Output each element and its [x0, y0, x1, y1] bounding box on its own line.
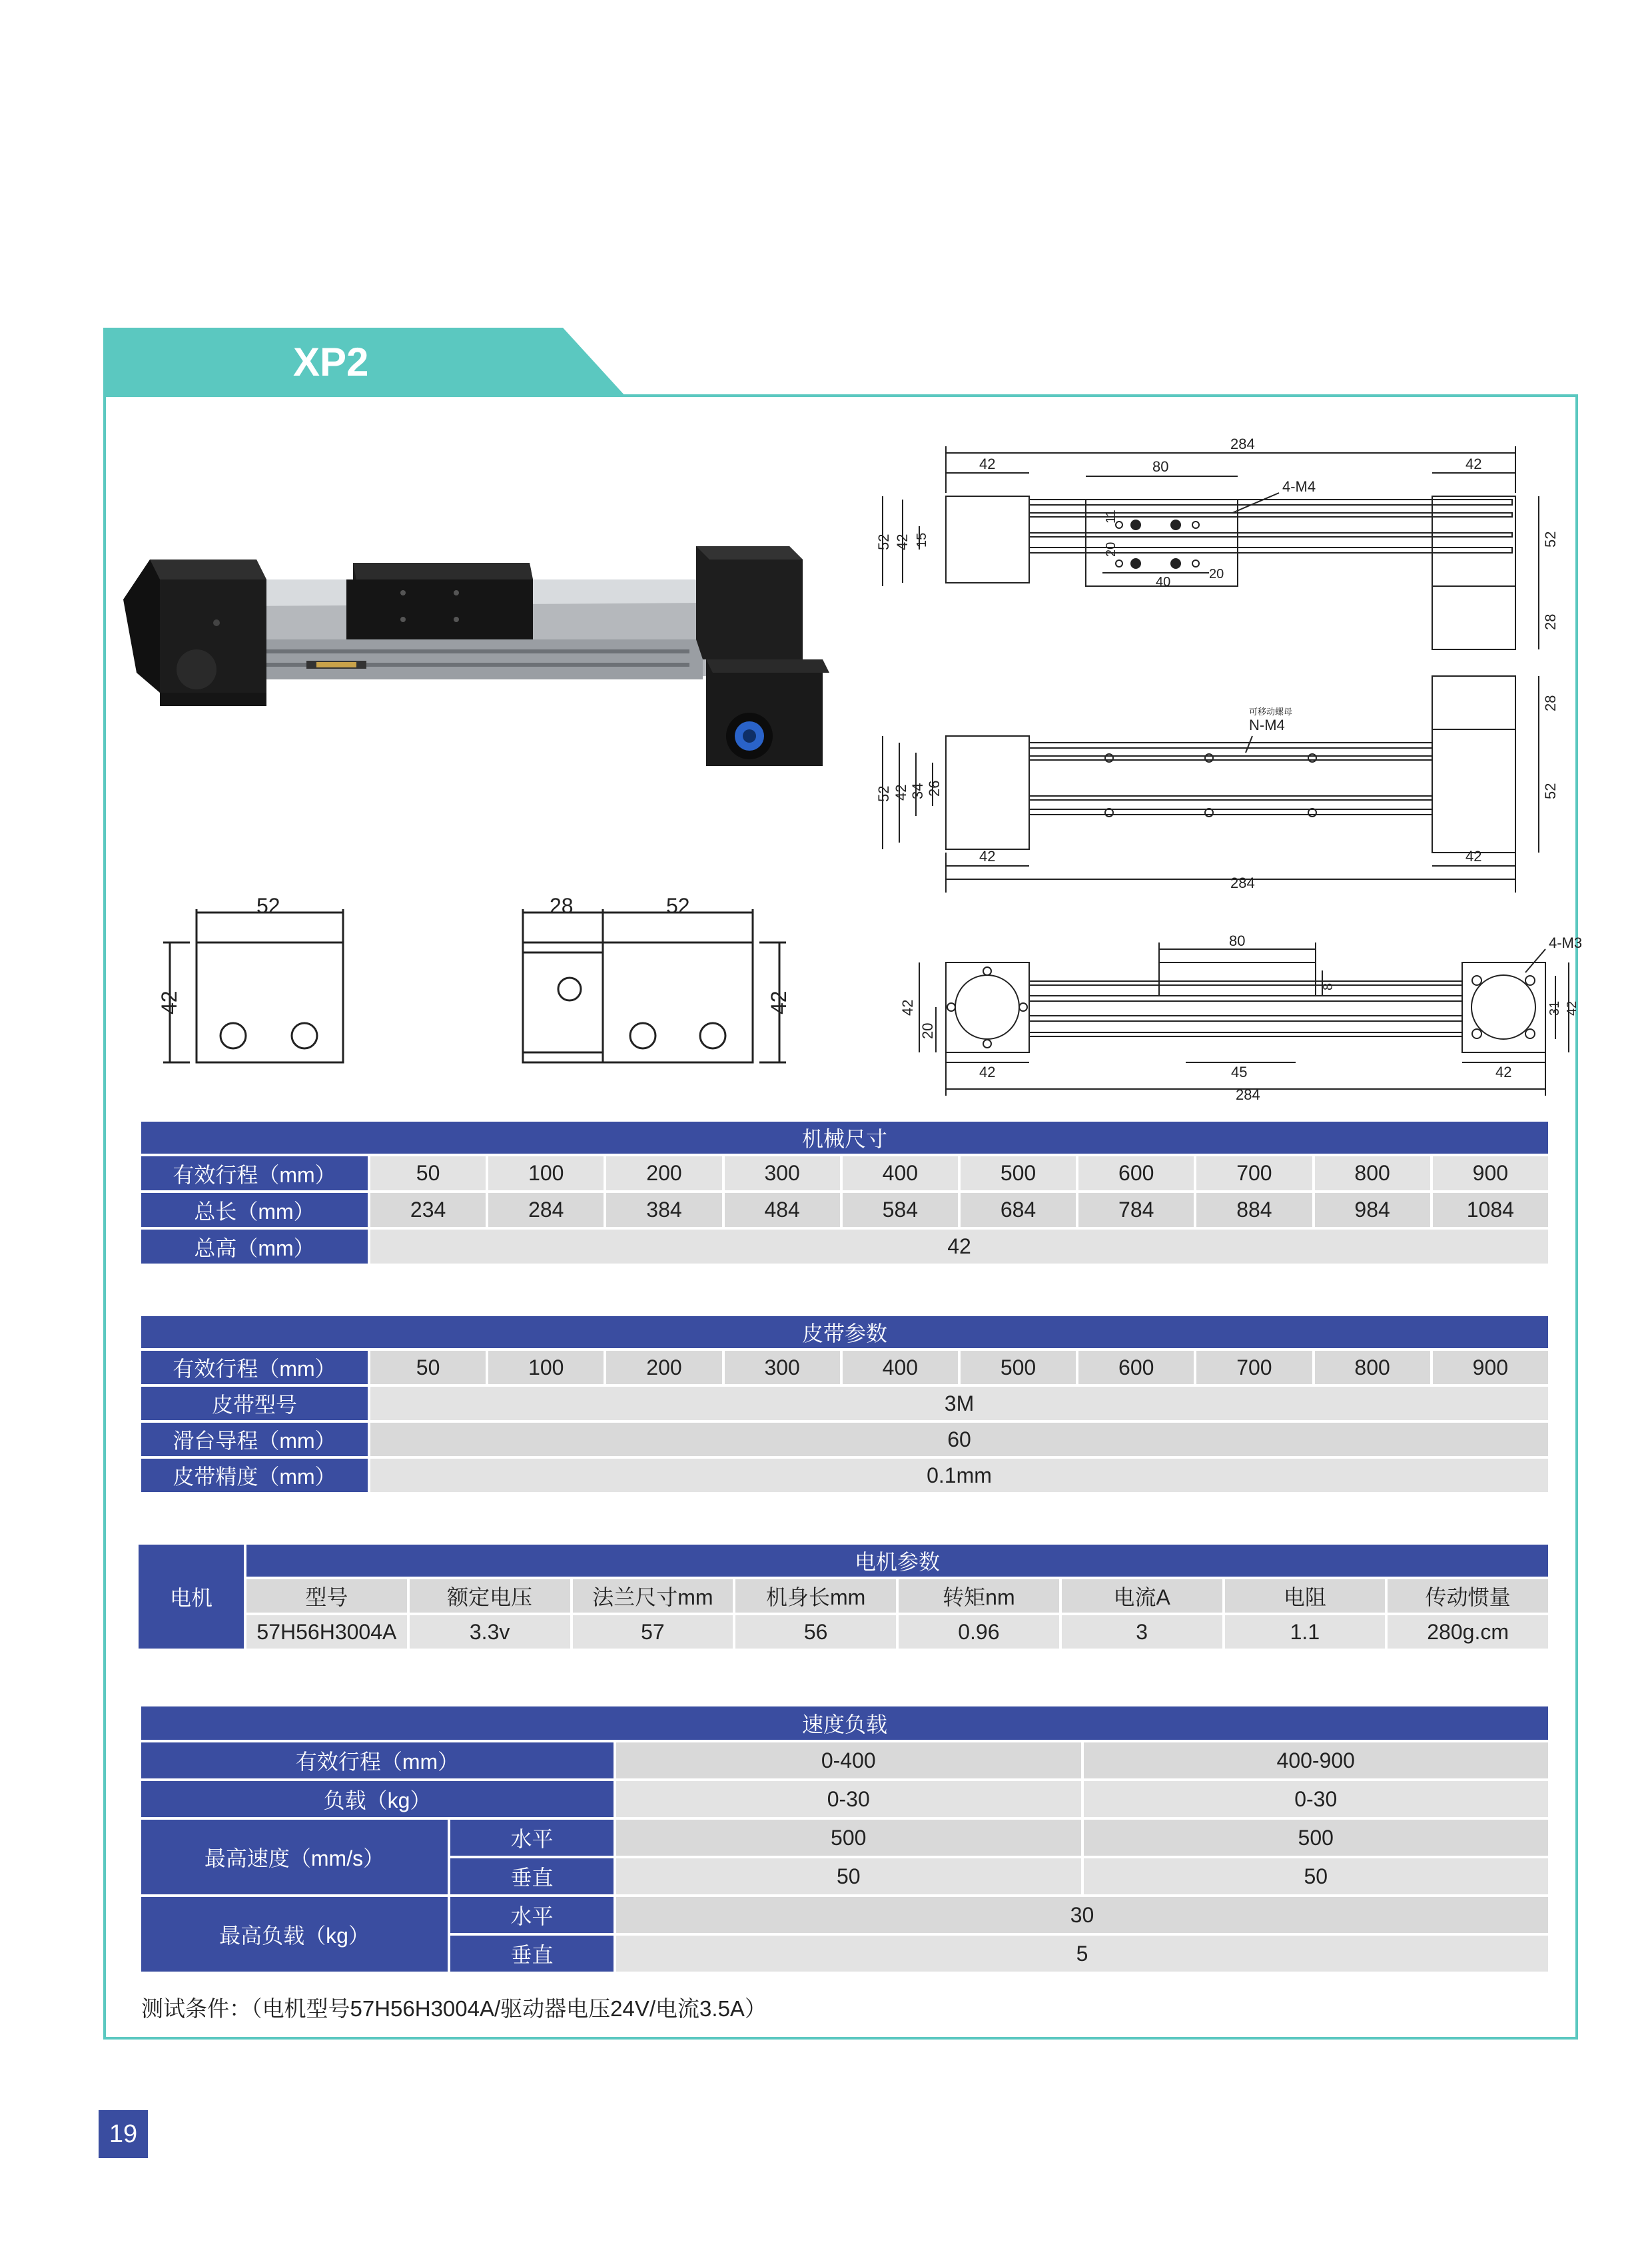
table-cell: 5	[616, 1936, 1548, 1972]
dim-right-block: 42	[1465, 848, 1482, 865]
table-cell: 384	[606, 1193, 721, 1227]
dim-h34: 34	[909, 783, 926, 799]
dim-r42: 42	[1565, 1000, 1579, 1016]
table-cell: 30	[616, 1897, 1548, 1933]
table-cell: 100	[488, 1156, 604, 1190]
dim-overall: 284	[1230, 875, 1255, 891]
dim-slider: 80	[1152, 458, 1169, 475]
table-cell: 284	[488, 1193, 604, 1227]
dim-h42: 42	[894, 534, 911, 550]
sub-label: 垂直	[450, 1858, 614, 1894]
table-row	[141, 1897, 1548, 1933]
sub-label: 水平	[450, 1820, 614, 1856]
table-cell: 0.96	[899, 1615, 1059, 1649]
dim-h26: 26	[926, 780, 943, 797]
table-cell: 500	[961, 1351, 1076, 1384]
speed-header: 速度负载	[141, 1706, 1548, 1740]
belt-header: 皮带参数	[141, 1316, 1548, 1348]
column-header: 机身长mm	[735, 1579, 896, 1613]
table-cell: 3M	[370, 1387, 1548, 1420]
table-cell: 800	[1315, 1351, 1430, 1384]
column-header: 转矩nm	[899, 1579, 1059, 1613]
dim-r52: 52	[1542, 783, 1559, 799]
dim-left-block: 42	[979, 456, 996, 472]
mech-header: 机械尺寸	[141, 1122, 1548, 1154]
row-label: 有效行程（mm）	[141, 1156, 368, 1190]
column-header: 电流A	[1062, 1579, 1222, 1613]
end-view-1-drawing	[150, 896, 356, 1076]
table-cell: 50	[1084, 1858, 1549, 1894]
row-label: 最高负载（kg）	[141, 1897, 448, 1972]
table-cell: 984	[1315, 1193, 1430, 1227]
row-label: 皮带型号	[141, 1387, 368, 1420]
table-cell: 3.3v	[410, 1615, 570, 1649]
hole-label: 4-M4	[1282, 478, 1316, 495]
end-view-2-drawing	[520, 896, 813, 1076]
dim-left-block: 42	[979, 1064, 996, 1080]
row-label: 有效行程（mm）	[141, 1351, 368, 1384]
row-label: 总长（mm）	[141, 1193, 368, 1227]
column-header: 传动惯量	[1388, 1579, 1548, 1613]
table-cell: 50	[616, 1858, 1081, 1894]
table-cell: 400	[843, 1351, 958, 1384]
table-row	[139, 1615, 1548, 1649]
table-cell: 57	[573, 1615, 733, 1649]
dim-height: 42	[157, 990, 181, 1014]
sub-label: 垂直	[450, 1936, 614, 1972]
dim-r52: 52	[1542, 531, 1559, 548]
row-label: 皮带精度（mm）	[141, 1459, 368, 1492]
table-cell: 500	[616, 1820, 1081, 1856]
dim-width: 52	[256, 894, 280, 918]
table-cell: 700	[1196, 1351, 1312, 1384]
table-cell: 280g.cm	[1388, 1615, 1548, 1649]
dim-left-block: 42	[979, 848, 996, 865]
table-cell: 60	[370, 1423, 1548, 1456]
top-view-drawing	[873, 433, 1579, 673]
table-cell: 784	[1078, 1193, 1194, 1227]
table-cell: 900	[1433, 1351, 1548, 1384]
label-movable-nut: 可移动螺母	[1249, 707, 1293, 717]
row-label: 有效行程（mm）	[141, 1742, 614, 1778]
table-cell: 500	[1084, 1820, 1549, 1856]
table-row	[141, 1459, 1548, 1492]
dim-r28: 28	[1542, 613, 1559, 630]
table-cell: 300	[725, 1156, 840, 1190]
label-nm4: N-M4	[1249, 717, 1285, 733]
dim-slider: 80	[1229, 933, 1246, 949]
table-row	[141, 1423, 1548, 1456]
dim-v11: 11	[1104, 510, 1118, 524]
product-title: XP2	[293, 340, 369, 384]
test-conditions-note: 测试条件：（电机型号57H56H3004A/驱动器电压24V/电流3.5A）	[141, 1996, 767, 2021]
table-cell: 600	[1078, 1351, 1194, 1384]
motor-header: 电机参数	[246, 1545, 1548, 1577]
title-tab	[103, 328, 626, 397]
table-row	[141, 1156, 1548, 1190]
dim-d20: 20	[1209, 567, 1224, 581]
table-row	[141, 1820, 1548, 1856]
table-cell: 684	[961, 1193, 1076, 1227]
belt-table	[139, 1314, 1551, 1495]
speed-table	[139, 1704, 1551, 1974]
mech-table	[139, 1119, 1551, 1266]
column-header: 额定电压	[410, 1579, 570, 1613]
table-cell: 50	[370, 1351, 486, 1384]
table-cell: 57H56H3004A	[246, 1615, 407, 1649]
hole-label: 4-M3	[1549, 935, 1583, 951]
dim-h15: 15	[915, 532, 929, 548]
column-header: 法兰尺寸mm	[573, 1579, 733, 1613]
table-cell: 1084	[1433, 1193, 1548, 1227]
column-header: 型号	[246, 1579, 407, 1613]
table-row	[141, 1387, 1548, 1420]
table-row	[141, 1193, 1548, 1227]
table-cell: 200	[606, 1351, 721, 1384]
table-cell: 600	[1078, 1156, 1194, 1190]
table-row	[141, 1230, 1548, 1264]
dim-d45: 45	[1231, 1064, 1248, 1080]
table-cell: 42	[370, 1230, 1548, 1264]
table-cell: 800	[1315, 1156, 1430, 1190]
dim-s8: 8	[1321, 982, 1336, 990]
table-cell: 0-400	[616, 1742, 1081, 1778]
dim-right-block: 42	[1465, 456, 1482, 472]
dim-h42: 42	[899, 999, 916, 1016]
table-cell: 0-30	[1084, 1781, 1549, 1817]
table-cell: 400-900	[1084, 1742, 1549, 1778]
row-label: 滑台导程（mm）	[141, 1423, 368, 1456]
motor-table	[136, 1542, 1551, 1651]
table-cell: 0.1mm	[370, 1459, 1548, 1492]
motor-side-label: 电机	[139, 1545, 244, 1649]
column-header: 电阻	[1225, 1579, 1386, 1613]
dim-width-2: 52	[666, 894, 690, 918]
page-number: 19	[99, 2110, 148, 2158]
table-cell: 400	[843, 1156, 958, 1190]
dim-right-block: 42	[1495, 1064, 1512, 1080]
dim-v20: 20	[1104, 542, 1118, 557]
table-cell: 884	[1196, 1193, 1312, 1227]
dim-overall: 284	[1230, 436, 1255, 452]
table-row	[141, 1351, 1548, 1384]
dim-h42: 42	[893, 784, 909, 801]
table-cell: 200	[606, 1156, 721, 1190]
table-row	[141, 1742, 1548, 1778]
dim-height: 42	[767, 990, 791, 1014]
table-cell: 50	[370, 1156, 486, 1190]
bottom-view-drawing	[893, 929, 1583, 1103]
product-photo	[123, 540, 829, 779]
table-cell: 56	[735, 1615, 896, 1649]
dim-width-1: 28	[550, 894, 574, 918]
table-cell: 100	[488, 1351, 604, 1384]
side-view-drawing	[873, 673, 1579, 899]
dim-h52: 52	[875, 785, 892, 802]
dim-h20: 20	[919, 1022, 936, 1039]
dim-r31: 31	[1547, 1000, 1562, 1016]
row-label: 负载（kg）	[141, 1781, 614, 1817]
sub-label: 水平	[450, 1897, 614, 1933]
dim-overall: 284	[1236, 1086, 1260, 1103]
table-cell: 0-30	[616, 1781, 1081, 1817]
dim-h52: 52	[875, 534, 892, 550]
table-row	[141, 1781, 1548, 1817]
table-cell: 500	[961, 1156, 1076, 1190]
table-cell: 3	[1062, 1615, 1222, 1649]
table-cell: 900	[1433, 1156, 1548, 1190]
table-cell: 234	[370, 1193, 486, 1227]
table-cell: 1.1	[1225, 1615, 1386, 1649]
row-label: 最高速度（mm/s）	[141, 1820, 448, 1894]
table-cell: 484	[725, 1193, 840, 1227]
dim-r28: 28	[1542, 695, 1559, 711]
table-cell: 300	[725, 1351, 840, 1384]
dim-d40: 40	[1156, 575, 1171, 589]
table-cell: 700	[1196, 1156, 1312, 1190]
table-cell: 584	[843, 1193, 958, 1227]
table-row	[139, 1579, 1548, 1613]
row-label: 总高（mm）	[141, 1230, 368, 1264]
